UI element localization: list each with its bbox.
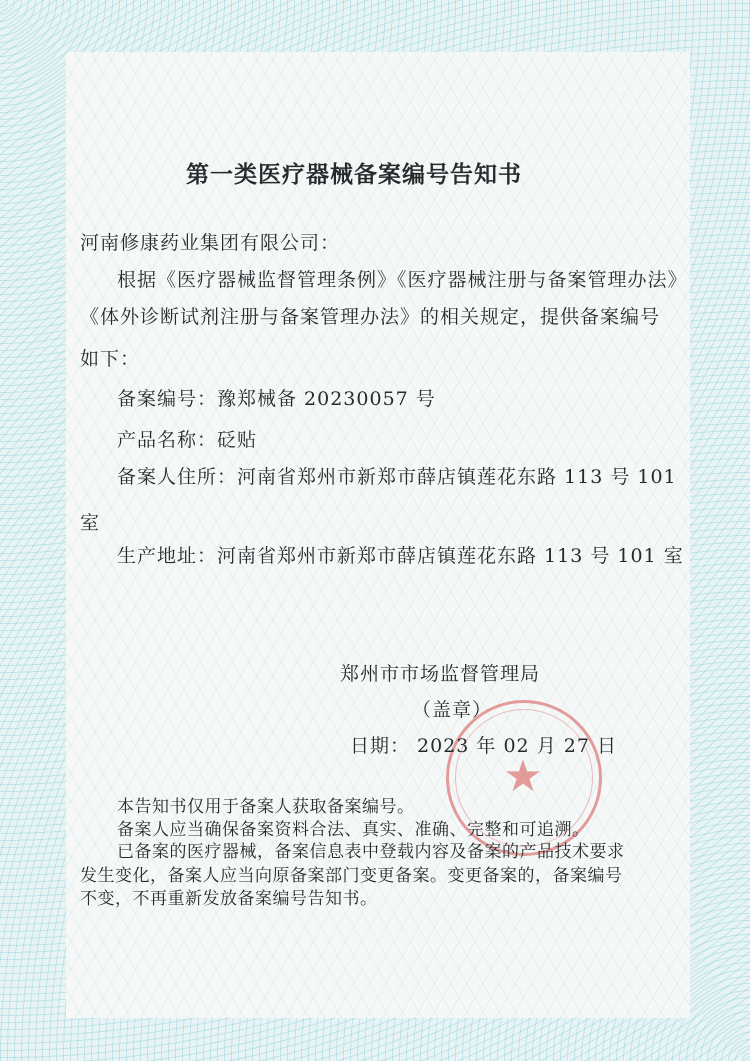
- product-name: 产品名称：砭贴: [117, 429, 258, 451]
- issue-date: 日期： 2023 年 02 月 27 日: [350, 735, 617, 757]
- document-title: 第一类医疗器械备案编号告知书: [186, 162, 522, 188]
- body-line-2: 《体外诊断试剂注册与备案管理办法》的相关规定，提供备案编号: [80, 306, 661, 328]
- body-line-3: 如下：: [80, 348, 141, 370]
- note-4: 发生变化，备案人应当向原备案部门变更备案。变更备案的，备案编号: [80, 866, 623, 886]
- note-1: 本告知书仅用于备案人获取备案编号。: [117, 797, 415, 817]
- note-3: 已备案的医疗器械，备案信息表中登载内容及备案的产品技术要求: [117, 842, 625, 862]
- seal-label: （盖章）: [412, 699, 493, 721]
- record-number: 备案编号：豫郑械备 20230057 号: [117, 388, 436, 410]
- body-line-1: 根据《医疗器械监督管理条例》《医疗器械注册与备案管理办法》: [117, 269, 688, 291]
- star-icon: ★: [503, 751, 543, 802]
- note-2: 备案人应当确保备案资料合法、真实、准确、完整和可追溯。: [117, 820, 590, 840]
- addressee: 河南修康药业集团有限公司：: [80, 232, 341, 254]
- production-address: 生产地址：河南省郑州市新郑市薛店镇莲花东路 113 号 101 室: [117, 545, 684, 567]
- registrant-address-continued: 室: [80, 512, 101, 534]
- issuer-name: 郑州市市场监督管理局: [340, 663, 541, 685]
- registrant-address: 备案人住所：河南省郑州市新郑市薛店镇莲花东路 113 号 101: [117, 466, 677, 488]
- note-5: 不变，不再重新发放备案编号告知书。: [80, 889, 378, 909]
